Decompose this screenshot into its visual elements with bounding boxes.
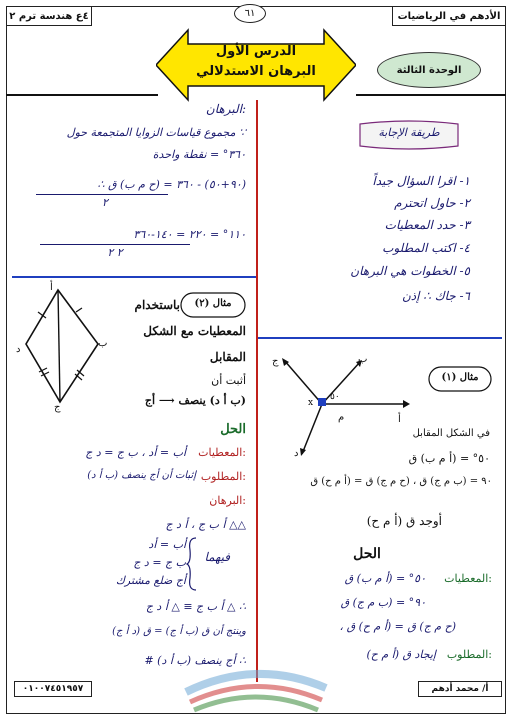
step-4: ٤- اكتب المطلوب xyxy=(382,241,470,255)
ex2-p-side: فيهما xyxy=(204,550,230,564)
ex2-p3: ب ج = د ج xyxy=(133,556,186,569)
proof-line4-den: ٢ ٢ xyxy=(107,246,123,259)
step-5: ٥- الخطوات هي البرهان xyxy=(350,264,470,278)
footer-author: أ/ محمد أدهم xyxy=(418,681,502,697)
ex2-proof-label: :البرهان xyxy=(209,494,246,507)
example2-title3: المقابل xyxy=(209,350,246,364)
step-3: ٣- حدد المعطيات xyxy=(384,218,470,232)
right-section-divider xyxy=(258,337,502,339)
ex2-given-label: :المعطيات xyxy=(198,446,246,459)
example2-title1: باستخدام xyxy=(134,298,180,312)
lesson-title-line1: الدرس الأول xyxy=(215,44,297,59)
ex1-given1: ٥٠° = (أ م ب) ق xyxy=(408,452,490,465)
step-1: ١- اقرا السؤال جيداً xyxy=(372,174,470,188)
kite-vertex-b: ب xyxy=(98,338,108,349)
page-number: ٦١ xyxy=(234,4,266,23)
ex1-s-given3: (ح م ج) ق = (أ م ح) ق ، xyxy=(339,620,456,633)
ex1-find: أوجد ق (أ م ح) xyxy=(366,514,442,528)
point-d: د xyxy=(294,448,299,459)
point-b: ب xyxy=(358,354,368,365)
ex1-s-req-label: :المطلوب xyxy=(446,648,492,661)
proof-line4: ١١٠° = ٢٢٠ = ١٤٠-٣٦٠ xyxy=(133,228,246,241)
top-left-rule xyxy=(6,94,158,96)
header-right-label: الأدهم في الرياضيات xyxy=(392,6,506,26)
angle-50-label: ٥٠ xyxy=(330,392,340,402)
example2-solution: الحل xyxy=(220,422,246,437)
ex1-s-req: إيجاد ق (أ م ح) xyxy=(366,648,436,661)
proof-line3: (٩٠+٥٠) - ٣٦٠ = (ح م ب) ق ∴ xyxy=(97,178,246,191)
example1-label: مثال (١) xyxy=(441,372,479,383)
ex2-req: إثبات أن أج ينصف (ب أ د) xyxy=(87,470,196,481)
kite-vertex-a: أ xyxy=(50,282,53,293)
kite-vertex-d: د xyxy=(16,344,21,355)
ex2-p4: أج ضلع مشترك xyxy=(115,574,186,587)
ex2-brace xyxy=(186,536,198,592)
proof-label: :البرهان xyxy=(205,102,246,116)
header-left-label: ٤ع هندسة ترم ٢ xyxy=(6,6,92,26)
fraction-bar-1 xyxy=(36,194,168,195)
top-right-rule xyxy=(356,94,506,96)
point-a: أ xyxy=(398,414,401,425)
answer-method-heading: طريقة الإجابة xyxy=(378,126,440,139)
ex2-given: أب = أد ، ب ج = د ج xyxy=(85,446,186,459)
ex1-solution: الحل xyxy=(353,546,381,562)
point-c: ج xyxy=(272,356,279,367)
step-6: ٦- جاك ∴ إذن xyxy=(401,289,470,303)
watermark-logo xyxy=(176,648,336,718)
ex1-s-given-label: :المعطيات xyxy=(444,572,492,585)
center-divider xyxy=(256,100,258,682)
ex2-p6: وينتج أن ق (ب أ ج) = ق (د أ ج) xyxy=(112,626,246,637)
proof-line3-den: ٢ xyxy=(102,196,108,209)
ex1-given-text: في الشكل المقابل xyxy=(412,428,490,439)
unit-label: الوحدة الثالثة xyxy=(377,52,481,88)
example2-label: مثال (٢) xyxy=(194,298,232,309)
step-2: ٢- حاول اتحترم xyxy=(394,196,470,210)
proof-line2: ٣٦٠° = نقطة واحدة xyxy=(152,148,246,161)
lesson-title-line2: البرهان الاستدلالي xyxy=(196,64,316,79)
kite-vertex-c: ج xyxy=(54,402,61,413)
fraction-bar-2 xyxy=(40,244,190,245)
ex2-p7: ∴ أج ينصف (ب أ د) # xyxy=(144,654,246,667)
angles-figure xyxy=(272,344,422,462)
ex2-p2: أب = أد xyxy=(148,538,186,551)
ex1-s-given2: ٩٠° = (ب م ج) ق xyxy=(340,596,426,609)
left-section-divider xyxy=(12,276,256,278)
example2-title2: المعطيات مع الشكل xyxy=(143,324,246,338)
example2-title4: أثبت أن xyxy=(211,374,246,387)
ex1-s-given1: ٥٠° = (أ م ب) ق xyxy=(344,572,426,585)
angle-x-label: x xyxy=(308,398,314,408)
point-m: م xyxy=(338,412,345,423)
example2-title5: (ب أ د) ينصف ⟶ أج xyxy=(144,394,246,407)
ex2-req-label: :المطلوب xyxy=(200,470,246,483)
ex2-p5: ∴ △ أ ب ج ≡ △ أ د ج xyxy=(145,600,246,613)
footer-phone: ٠١٠٠٧٤٥١٩٥٧ xyxy=(14,681,92,697)
proof-line1: ∵ مجموع قياسات الزوايا المتجمعة حول xyxy=(66,126,246,139)
ex2-p1: △△ أ ب ج ، أ د ج xyxy=(165,518,246,531)
ex1-given2: ٩٠ = (ب م ج) ق ، (ح م ج) ق = (أ م ح) ق xyxy=(310,476,492,487)
